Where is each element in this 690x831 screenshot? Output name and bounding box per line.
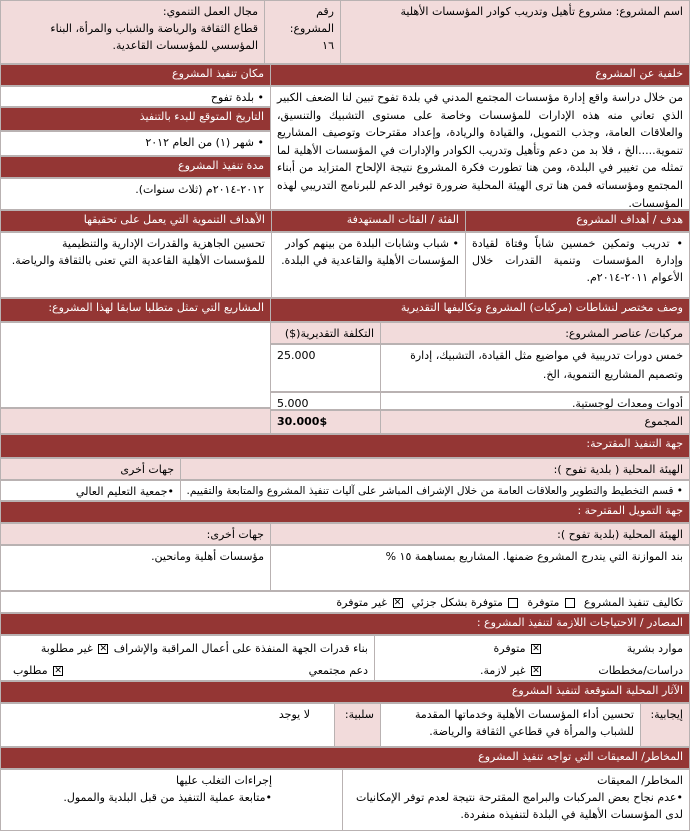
studies-choice — [480, 660, 543, 681]
negative-label: سلبية: — [334, 703, 381, 747]
cost-label: التكلفة التقديرية($) — [270, 322, 381, 344]
capacity-not-required-option: غير مطلوبة — [40, 642, 93, 655]
background-header: خلفية عن المشروع — [270, 64, 690, 86]
project-name-cell — [340, 0, 690, 64]
unavailable-checkbox[interactable]: ✕ — [393, 598, 402, 608]
negative-text — [0, 703, 335, 747]
activity-cost-2: 5.000 — [270, 392, 381, 410]
duration-header: مدة تنفيذ المشروع — [0, 156, 271, 178]
project-number-label: رقم المشروع: — [289, 5, 334, 36]
capacity-row — [7, 638, 368, 660]
implementation-local-label: الهيئة المحلية ( بلدية تفوح ): — [180, 458, 690, 480]
prerequisites-value — [0, 322, 271, 408]
costs-label: تكاليف تنفيذ المشروع — [583, 596, 683, 609]
total-label: المجموع — [380, 410, 690, 434]
studies-label: دراسات/مخططات — [598, 664, 683, 677]
total-value: 30.000$ — [270, 410, 381, 434]
development-field-label: مجال العمل التنموي: — [162, 5, 258, 18]
studies-not-needed-checkbox[interactable]: ✕ — [532, 666, 540, 676]
implementation-other-label: جهات أخرى — [0, 458, 181, 480]
funding-header: جهة التمويل المقترحة : — [0, 501, 690, 523]
project-name-label: اسم المشروع: — [615, 5, 683, 18]
community-required-checkbox[interactable]: ✕ — [54, 666, 62, 676]
costs-availability-row — [0, 591, 690, 613]
studies-not-needed-option: غير لازمة. — [479, 664, 526, 677]
resources-header: المصادر / الاحتياجات اللازمة لتنفيذ المشروع : — [0, 613, 690, 635]
target-groups-text: • شباب وشابات البلدة من بينهم كوادر المؤسسات الأهلية والقاعدية في البلدة. — [271, 232, 466, 298]
project-name: مشروع تأهيل وتدريب كوادر المؤسسات الأهلية — [400, 5, 613, 18]
objectives-text: • تدريب وتمكين خمسين شاباً وفتاة لقيادة وإدارة المؤسسات وتنمية القدرات خلال الأعوام ٢٠١١-٢٠١٤م. — [465, 232, 690, 298]
risks-text: •عدم نجاح بعض المركبات والبرامج المقترحة نتيجة لعدم توفر الإمكانيات لدى المؤسسات الأهلية في البلدة لتنفيذه منفردة. — [356, 791, 683, 822]
implementation-header: جهة التنفيذ المقترحة: — [0, 434, 690, 458]
human-resources-label: موارد بشرية — [626, 642, 683, 655]
available-option: متوفرة — [527, 596, 560, 609]
activity-item-1: خمس دورات تدريبية في مواضيع مثل القيادة، التشبيك، إدارة وتصميم المشاريع التنموية، الخ. — [380, 344, 690, 392]
activity-item-2: أدوات ومعدات لوجستية. — [380, 392, 690, 410]
prerequisites-header: المشاريع التي تمثل متطلبا سابقا لهذا المشروع: — [0, 298, 271, 322]
duration-value: ٢٠١٢-٢٠١٤م (ثلاث سنوات). — [0, 178, 271, 210]
measures-cell — [0, 769, 343, 831]
resources-right-cell — [374, 635, 690, 681]
studies-row — [381, 660, 683, 681]
resources-left-cell — [0, 635, 375, 681]
human-resources-choice — [494, 638, 544, 660]
implementation-local-value: • قسم التخطيط والتطوير والعلاقات العامة من خلال الإشراف المباشر على آليات تنفيذ المشروع والمتابعة والتقييم. — [180, 480, 690, 501]
location-header: مكان تنفيذ المشروع — [0, 64, 271, 86]
human-available-checkbox[interactable]: ✕ — [532, 644, 540, 654]
development-goals-text: تحسين الجاهزية والقدرات الإدارية والتنظيمية للمؤسسات الأهلية القاعدية التي تعنى بالثقافة والرياضة. — [0, 232, 272, 298]
partial-checkbox[interactable] — [508, 598, 518, 608]
positive-text: تحسين أداء المؤسسات الأهلية وخدماتها المقدمة للشباب والمرأة في قطاعي الثقافة والرياضة. — [380, 703, 641, 747]
start-date-header: التاريخ المتوقع للبدء بالتنفيذ — [0, 107, 271, 131]
project-number-cell — [264, 0, 341, 64]
risks-label: المخاطر/ المعيقات — [597, 774, 683, 787]
location-value: • بلدة تفوح — [0, 86, 271, 107]
impacts-header: الآثار المحلية المتوقعة لتنفيذ المشروع — [0, 681, 690, 703]
capacity-label: بناء قدرات الجهة المنفذة على أعمال المراقبة والإشراف — [113, 642, 368, 655]
target-groups-header: الفئة / الفئات المستهدفة — [271, 210, 466, 232]
positive-label: إيجابية: — [640, 703, 690, 747]
background-text: من خلال دراسة واقع إدارة مؤسسات المجتمع المدني في بلدة تفوح تبين لنا الضعف الكبير الذي تعاني منه هذه الإدارات للمؤسسات وخاصة على مستوى التشبيك والتنسيق، والعلاقات العامة، وجذب التمويل، والقيادة والريادة، وإعداد مقترحات وتوصيف المشاريع تنموية.....الخ ، فلا بد من دعم وتأهيل وتدريب الكوادر والإدارات في المؤسسات الأهلية لما تمثله من تغيير في البلدة، ومن هنا تطورت فكرة المشروع نتيجة الإلحاح المتزايد من أبناء المجتمع ومؤسساته فمن هنا ترى الهيئة المحلية ضرورة توفير الدعم للبرنامج التدريبي لهذه المؤسسات. — [270, 86, 690, 210]
prerequisites-filler — [0, 408, 271, 434]
human-available-option: متوفرة — [493, 642, 526, 655]
start-date-value: • شهر (١) من العام ٢٠١٢ — [0, 131, 271, 156]
community-label: دعم مجتمعي — [308, 664, 368, 677]
funding-other-value: مؤسسات أهلية ومانحين. — [0, 545, 271, 591]
risks-header: المخاطر/ المعيقات التي تواجه تنفيذ المشروع — [0, 747, 690, 769]
development-field: قطاع الثقافة والرياضة والشباب والمرأة، البناء المؤسسي للمؤسسات القاعدية. — [50, 22, 258, 53]
partial-option: متوفرة بشكل جزئي — [411, 596, 503, 609]
funding-other-label: جهات أخرى: — [0, 523, 271, 545]
community-row — [7, 660, 368, 681]
available-checkbox[interactable] — [565, 598, 575, 608]
implementation-other-value: •جمعية التعليم العالي — [0, 480, 181, 501]
activity-cost-1: 25.000 — [270, 344, 381, 392]
objectives-header: هدف / أهداف المشروع — [465, 210, 690, 232]
human-resources-row — [381, 638, 683, 660]
community-required-option: مطلوب — [13, 664, 48, 677]
funding-local-value: بند الموازنة التي يندرج المشروع ضمنها. المشاريع بمساهمة ١٥ % — [270, 545, 690, 591]
risks-cell — [342, 769, 690, 831]
project-number: ١٦ — [322, 39, 334, 53]
development-goals-header: الأهداف التنموية التي يعمل على تحقيقها — [0, 210, 272, 232]
community-choice — [13, 660, 65, 681]
measures-label: إجراءات التغلب عليها — [176, 774, 272, 787]
components-label: مركبات/ عناصر المشروع: — [380, 322, 690, 344]
negative-value: لا يوجد — [278, 708, 310, 721]
capacity-not-required-checkbox[interactable]: ✕ — [99, 644, 107, 654]
measures-text: •متابعة عملية التنفيذ من قبل البلدية والممول. — [63, 791, 272, 805]
activities-header: وصف مختصر لنشاطات (مركبات) المشروع وتكاليفها التقديرية — [270, 298, 690, 322]
unavailable-option: غير متوفرة — [336, 596, 388, 609]
funding-local-label: الهيئة المحلية (بلدية تفوح ): — [270, 523, 690, 545]
development-field-cell — [0, 0, 265, 64]
